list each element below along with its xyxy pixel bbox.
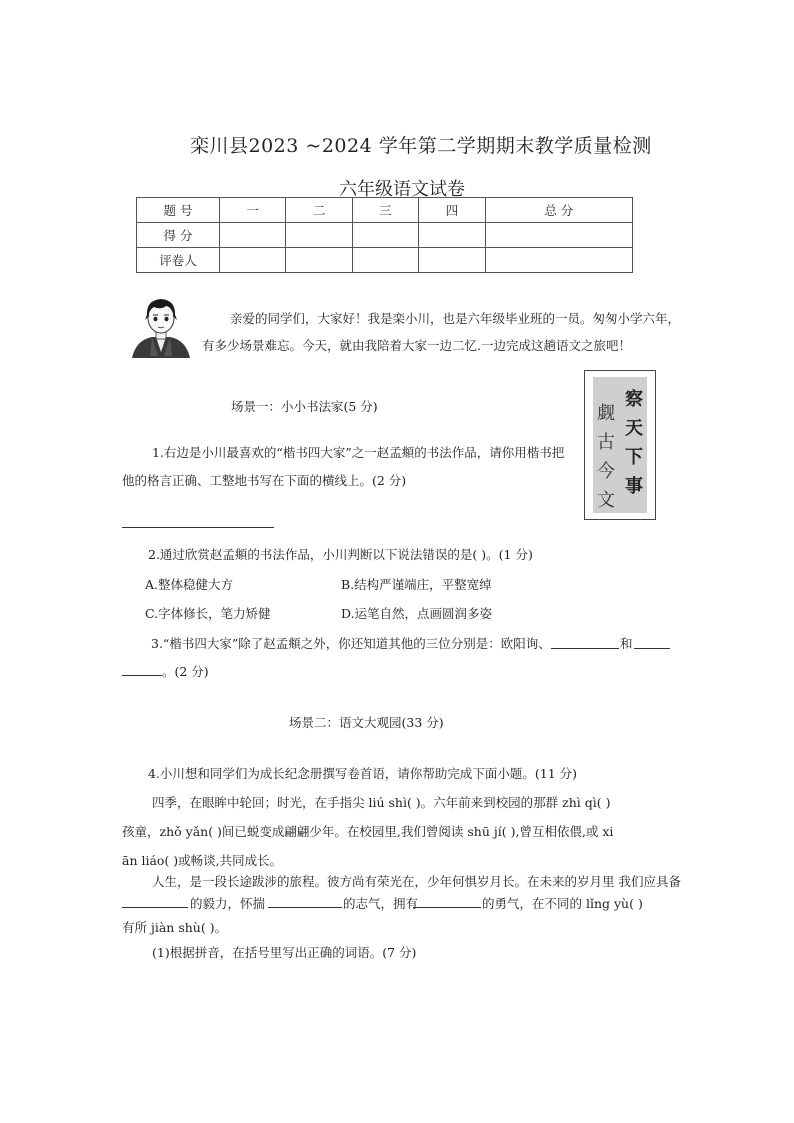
scene2-heading: 场景二：语文大观园(33 分): [289, 715, 444, 730]
passage-2-line-2a: 的毅力，怀揣: [190, 896, 266, 911]
intro-line-2: 有多少场景难忘。今天，就由我陪着大家一边二忆.一边完成这趟语文之旅吧！: [202, 338, 631, 353]
score-input-cell[interactable]: [352, 248, 418, 273]
answer-blank[interactable]: [122, 675, 162, 676]
answer-blank[interactable]: [122, 907, 188, 908]
score-table-row: [137, 248, 633, 273]
answer-blank[interactable]: [413, 907, 481, 908]
calligraphy-column-right: 察天下事: [625, 389, 643, 497]
passage-1-line-2: 孩童，zhǒ yǎn( )间已蜕变成翩翩少年。在校园里,我们曾阅读 shū jí( ),曾互相依偎,或 xi: [122, 824, 614, 839]
passage-2-line-2c: 的勇气，在不同的 lǐng yù( ): [482, 896, 643, 911]
question-3-and: 和: [620, 636, 633, 651]
answer-blank[interactable]: [551, 648, 619, 649]
question-1-line-2: 他的格言正确、工整地书写在下面的横线上。(2 分): [122, 473, 407, 488]
option-a[interactable]: A.整体稳健大方: [145, 577, 234, 592]
table-cell: 二: [286, 198, 352, 223]
score-input-cell[interactable]: [352, 223, 418, 248]
option-c[interactable]: C.字体修长，笔力矫健: [145, 606, 271, 621]
intro-line-1: 亲爱的同学们，大家好！我是栾小川，也是六年级毕业班的一员。匆匆小学六年，: [230, 311, 681, 326]
table-cell: 评卷人: [137, 248, 220, 273]
sub-question-1: (1)根据拼音，在括号里写出正确的词语。(7 分): [152, 945, 417, 960]
score-input-cell[interactable]: [220, 223, 286, 248]
calligraphy-column-left: 觑古今文: [597, 403, 615, 511]
score-input-cell[interactable]: [286, 248, 352, 273]
question-2: 2.通过欣赏赵孟頫的书法作品，小川判断以下说法错误的是( )。(1 分): [148, 547, 533, 562]
score-table: [136, 197, 633, 273]
writing-answer-line[interactable]: [122, 527, 274, 528]
exam-title: 栾川县2023 ~2024 学年第二学期期末教学质量检测: [190, 135, 652, 157]
passage-2-line-2b: 的志气，拥有: [343, 896, 419, 911]
score-input-cell[interactable]: [419, 248, 485, 273]
passage-2-line-1: 人生，是一段长途跋涉的旅程。彼方尚有荣光在，少年何惧岁月长。在未来的岁月里 我们应具备: [152, 874, 681, 889]
answer-blank[interactable]: [634, 648, 670, 649]
answer-blank[interactable]: [268, 907, 342, 908]
boy-avatar-icon: [128, 294, 194, 358]
score-table-row: [137, 223, 633, 248]
score-input-cell[interactable]: [485, 248, 632, 273]
option-d[interactable]: D.运笔自然，点画圆润多姿: [341, 606, 493, 621]
option-b[interactable]: B.结构严谨端庄，平整宽绰: [341, 577, 492, 592]
score-table-header-row: [137, 198, 633, 223]
table-cell: 四: [419, 198, 485, 223]
calligraphy-image: [584, 370, 656, 520]
score-input-cell[interactable]: [220, 248, 286, 273]
score-input-cell[interactable]: [485, 223, 632, 248]
question-3-line-2: 。(2 分): [162, 664, 209, 679]
exam-subtitle: 六年级语文试卷: [339, 179, 465, 200]
table-cell: 得 分: [137, 223, 220, 248]
passage-2-line-3: 有所 jiàn shù( )。: [122, 920, 228, 935]
table-cell: 一: [220, 198, 286, 223]
scene1-heading: 场景一：小小书法家(5 分): [231, 399, 378, 414]
passage-1-line-3: ān liáo( )或畅谈,共同成长。: [122, 853, 283, 868]
question-3-line-1: 3.“楷书四大家”除了赵孟頫之外，你还知道其他的三位分别是：欧阳询、: [151, 636, 551, 651]
score-input-cell[interactable]: [419, 223, 485, 248]
passage-1-line-1: 四季，在眼眸中轮回；时光，在手指尖 liú shì( )。六年前来到校园的那群 zhì qì( ): [152, 795, 611, 810]
table-cell: 总 分: [485, 198, 632, 223]
question-1-line-1: 1.右边是小川最喜欢的“楷书四大家”之一赵孟頫的书法作品，请你用楷书把: [152, 445, 565, 460]
question-4: 4.小川想和同学们为成长纪念册撰写卷首语，请你帮助完成下面小题。(11 分): [148, 766, 578, 781]
table-cell: 三: [352, 198, 418, 223]
table-cell: 题 号: [137, 198, 220, 223]
score-input-cell[interactable]: [286, 223, 352, 248]
